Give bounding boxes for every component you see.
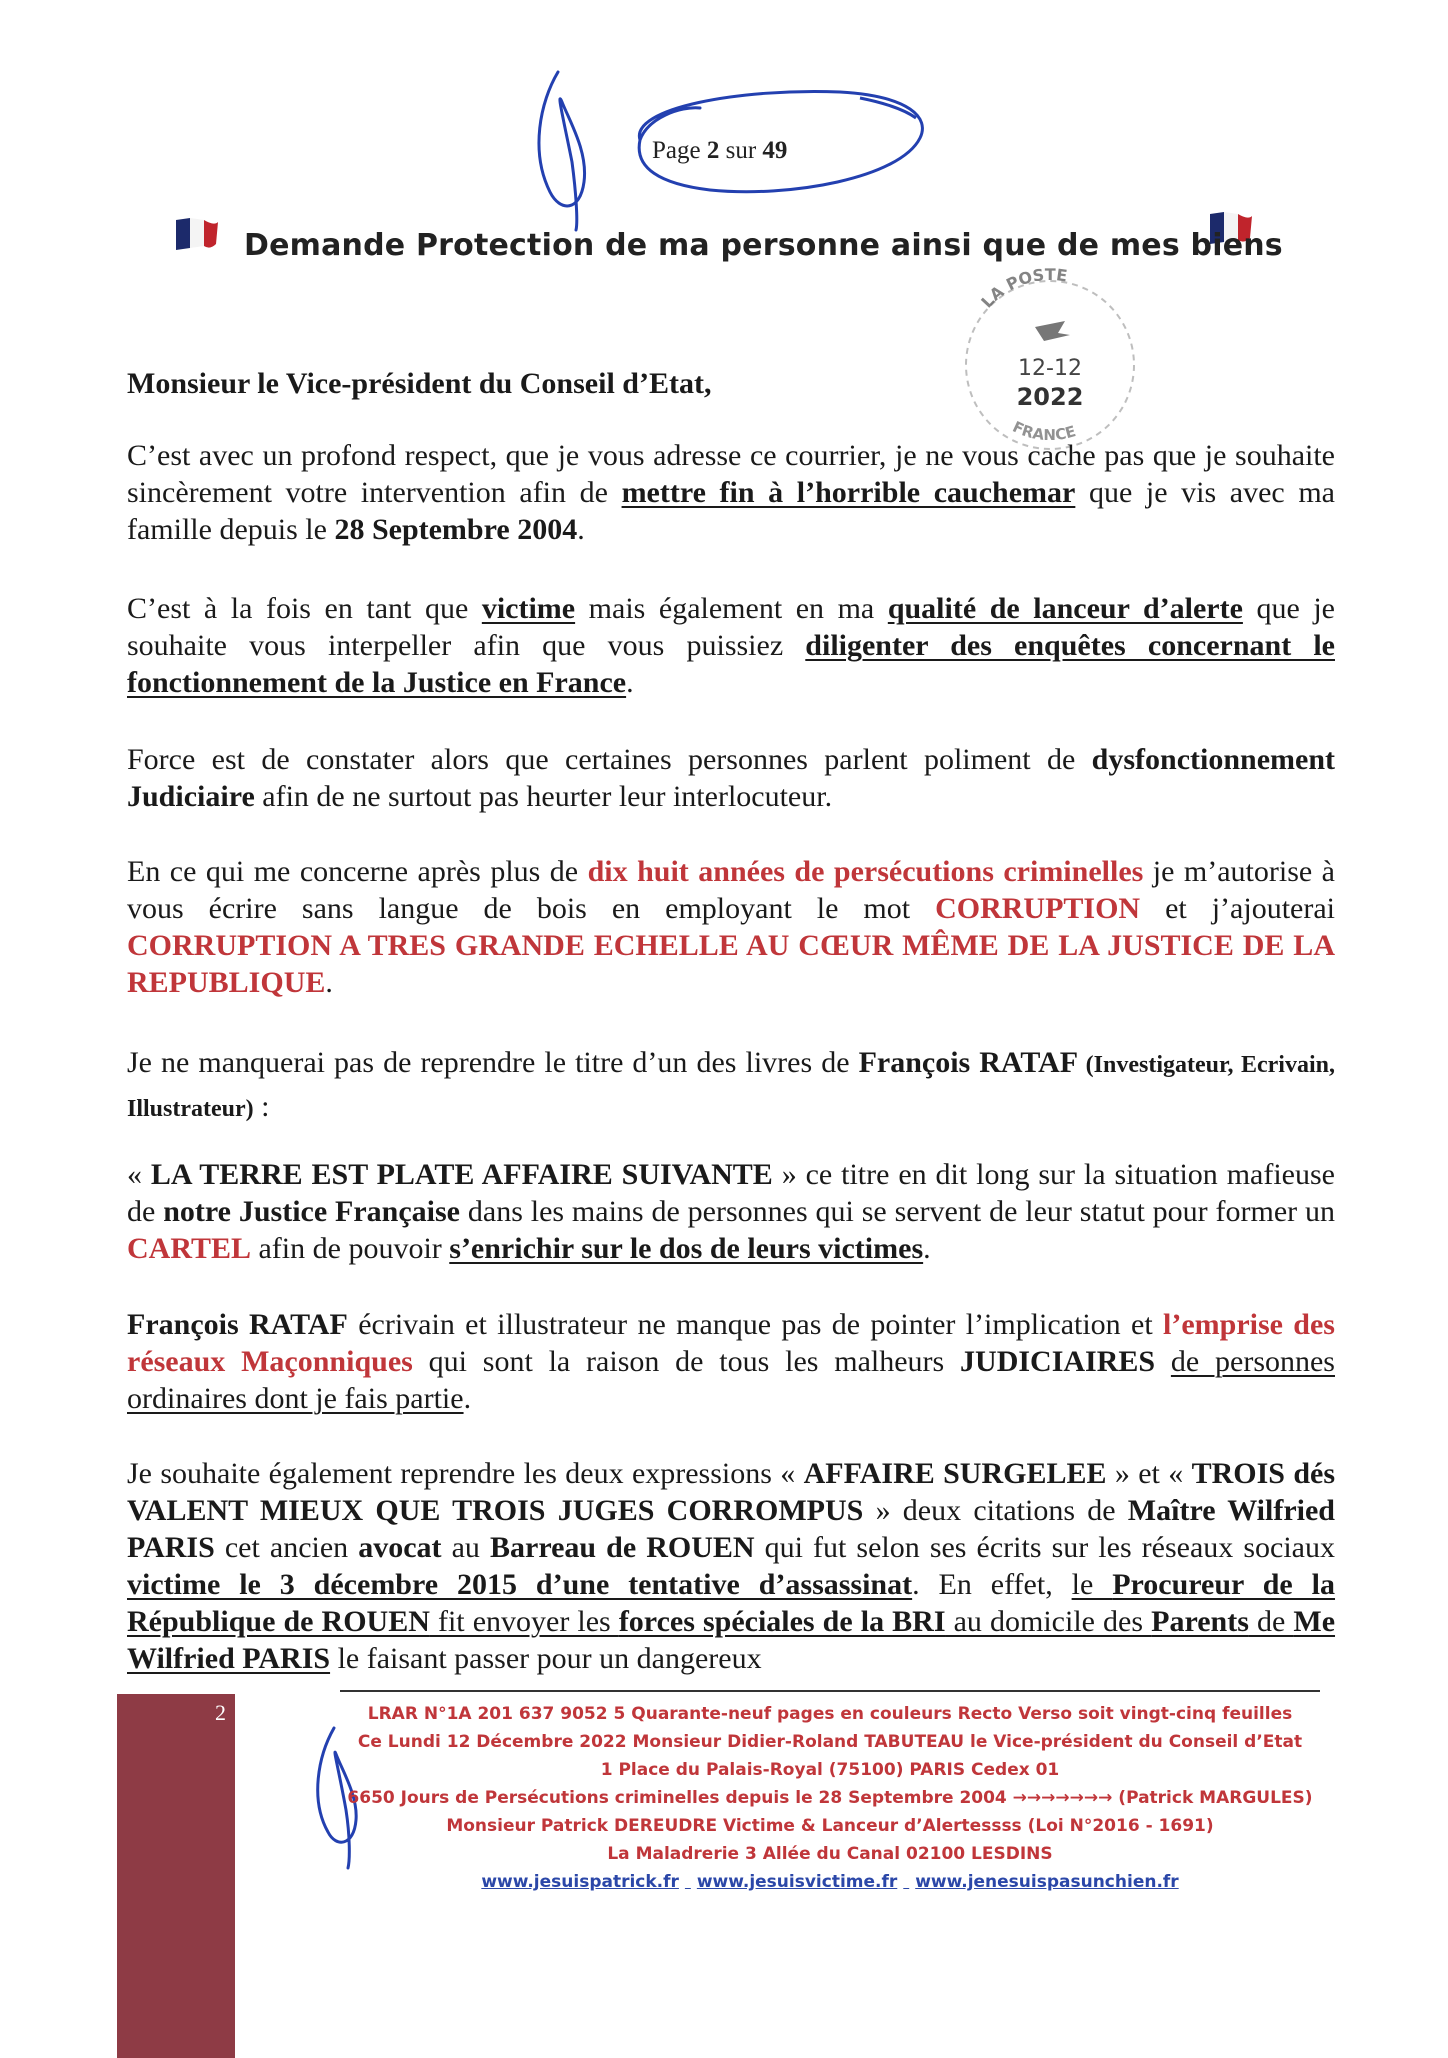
french-flag-icon <box>172 214 224 254</box>
stamp-date-year: 2022 <box>1016 383 1084 411</box>
paragraph-7: François RATAF écrivain et illustrateur ne manque pas de pointer l’implication et l’emprise des réseaux Maçonniques qui sont la raison de tous les malheurs JUDICIAIRES de personnes ordinaires dont je fais partie. <box>127 1308 1335 1415</box>
paragraph-6: « LA TERRE EST PLATE AFFAIRE SUIVANTE » ce titre en dit long sur la situation mafieuse de notre Justice Française dans les mains de personnes qui se servent de leur statut pour former un CARTEL afin de pouvoir s’enrichir sur le dos de leurs victimes. <box>127 1158 1336 1265</box>
document-heading: Demande Protection de ma personne ainsi que de mes biens <box>244 228 1283 263</box>
page-label: Page <box>652 137 701 164</box>
paragraph-3: Force est de constater alors que certaines personnes parlent poliment de dysfonctionnement Judiciaire afin de ne surtout pas heurter leur interlocuteur. <box>127 743 1335 813</box>
stamp-top-text: LA POSTE <box>977 265 1069 312</box>
paragraph-8: Je souhaite également reprendre les deux expressions « AFFAIRE SURGELEE » et « TROIS dés VALENT MIEUX QUE TROIS JUGES CORROMPUS » deux citations de Maître Wilfried PARIS cet ancien avocat au Barreau de ROUEN qui fut selon ses écrits sur les réseaux sociaux victime le 3 décembre 2015 d’une tentative d’assassinat. En effet, le Procureur de la République de ROUEN fit envoyer les forces spéciales de la BRI au domicile des Parents de Me Wilfried PARIS le faisant passer pour un dangereux <box>127 1457 1336 1675</box>
page-current: 2 <box>706 137 720 164</box>
svg-text:LA POSTE <box>977 265 1068 312</box>
salutation: Monsieur le Vice-président du Conseil d’Etat, <box>127 367 712 400</box>
link-jesuisvictime[interactable]: www.jesuisvictime.fr <box>696 1872 898 1892</box>
footer-page-box <box>117 1694 235 2058</box>
paragraph-1: C’est avec un profond respect, que je vous adresse ce courrier, je ne vous cache pas que je souhaite sincèrement votre intervention afin de mettre fin à l’horrible cauchemar que je vis avec ma famille depuis le 28 Septembre 2004. <box>127 439 1335 546</box>
footer-rule <box>340 1690 1320 1692</box>
footer-line-5: Monsieur Patrick DEREUDRE Victime & Lanceur d’Alertessss (Loi N°2016 - 1691) <box>446 1816 1214 1836</box>
link-jesuispatrick[interactable]: www.jesuispatrick.fr <box>481 1872 679 1892</box>
paragraph-4: En ce qui me concerne après plus de dix huit années de persécutions criminelles je m’autorise à vous écrire sans langue de bois en employant le mot CORRUPTION et j’ajouterai CORRUPTION A TRES GRANDE ECHELLE AU CŒUR MÊME DE LA JUSTICE DE LA REPUBLIQUE. <box>127 855 1335 999</box>
page-total: 49 <box>762 137 788 164</box>
footer-line-2: Ce Lundi 12 Décembre 2022 Monsieur Didier-Roland TABUTEAU le Vice-président du Conseil d’Etat <box>357 1732 1303 1752</box>
footer-line-1: LRAR N°1A 201 637 9052 5 Quarante-neuf pages en couleurs Recto Verso soit vingt-cinq feuilles <box>367 1704 1293 1724</box>
stamp-bottom-text: FRANCE <box>1009 417 1078 445</box>
link-jenesuispasunchien[interactable]: www.jenesuispasunchien.fr <box>915 1872 1179 1892</box>
footer-links <box>340 1868 1320 1896</box>
stamp-date-day: 12-12 <box>1018 356 1082 381</box>
postmark-stamp <box>940 265 1160 455</box>
page-counter <box>652 137 787 165</box>
footer-text <box>340 1700 1320 1896</box>
footer-line-3: 1 Place du Palais-Royal (75100) PARIS Cedex 01 <box>600 1760 1060 1780</box>
paragraph-5: Je ne manquerai pas de reprendre le titre d’un des livres de François RATAF (Investigateur, Ecrivain, Illustrateur) : <box>127 1046 1335 1123</box>
footer-line-6: La Maladrerie 3 Allée du Canal 02100 LESDINS <box>607 1844 1053 1864</box>
paragraph-2: C’est à la fois en tant que victime mais également en ma qualité de lanceur d’alerte que je souhaite vous interpeller afin que vous puissiez diligenter des enquêtes concernant le fonctionnement de la Justice en France. <box>127 592 1335 699</box>
footer-line-4: 6650 Jours de Persécutions criminelles depuis le 28 Septembre 2004 →→→→→→→ (Patrick MARGULES) <box>347 1788 1313 1808</box>
footer-page-number: 2 <box>215 1700 226 1725</box>
page-sep: sur <box>725 137 757 164</box>
